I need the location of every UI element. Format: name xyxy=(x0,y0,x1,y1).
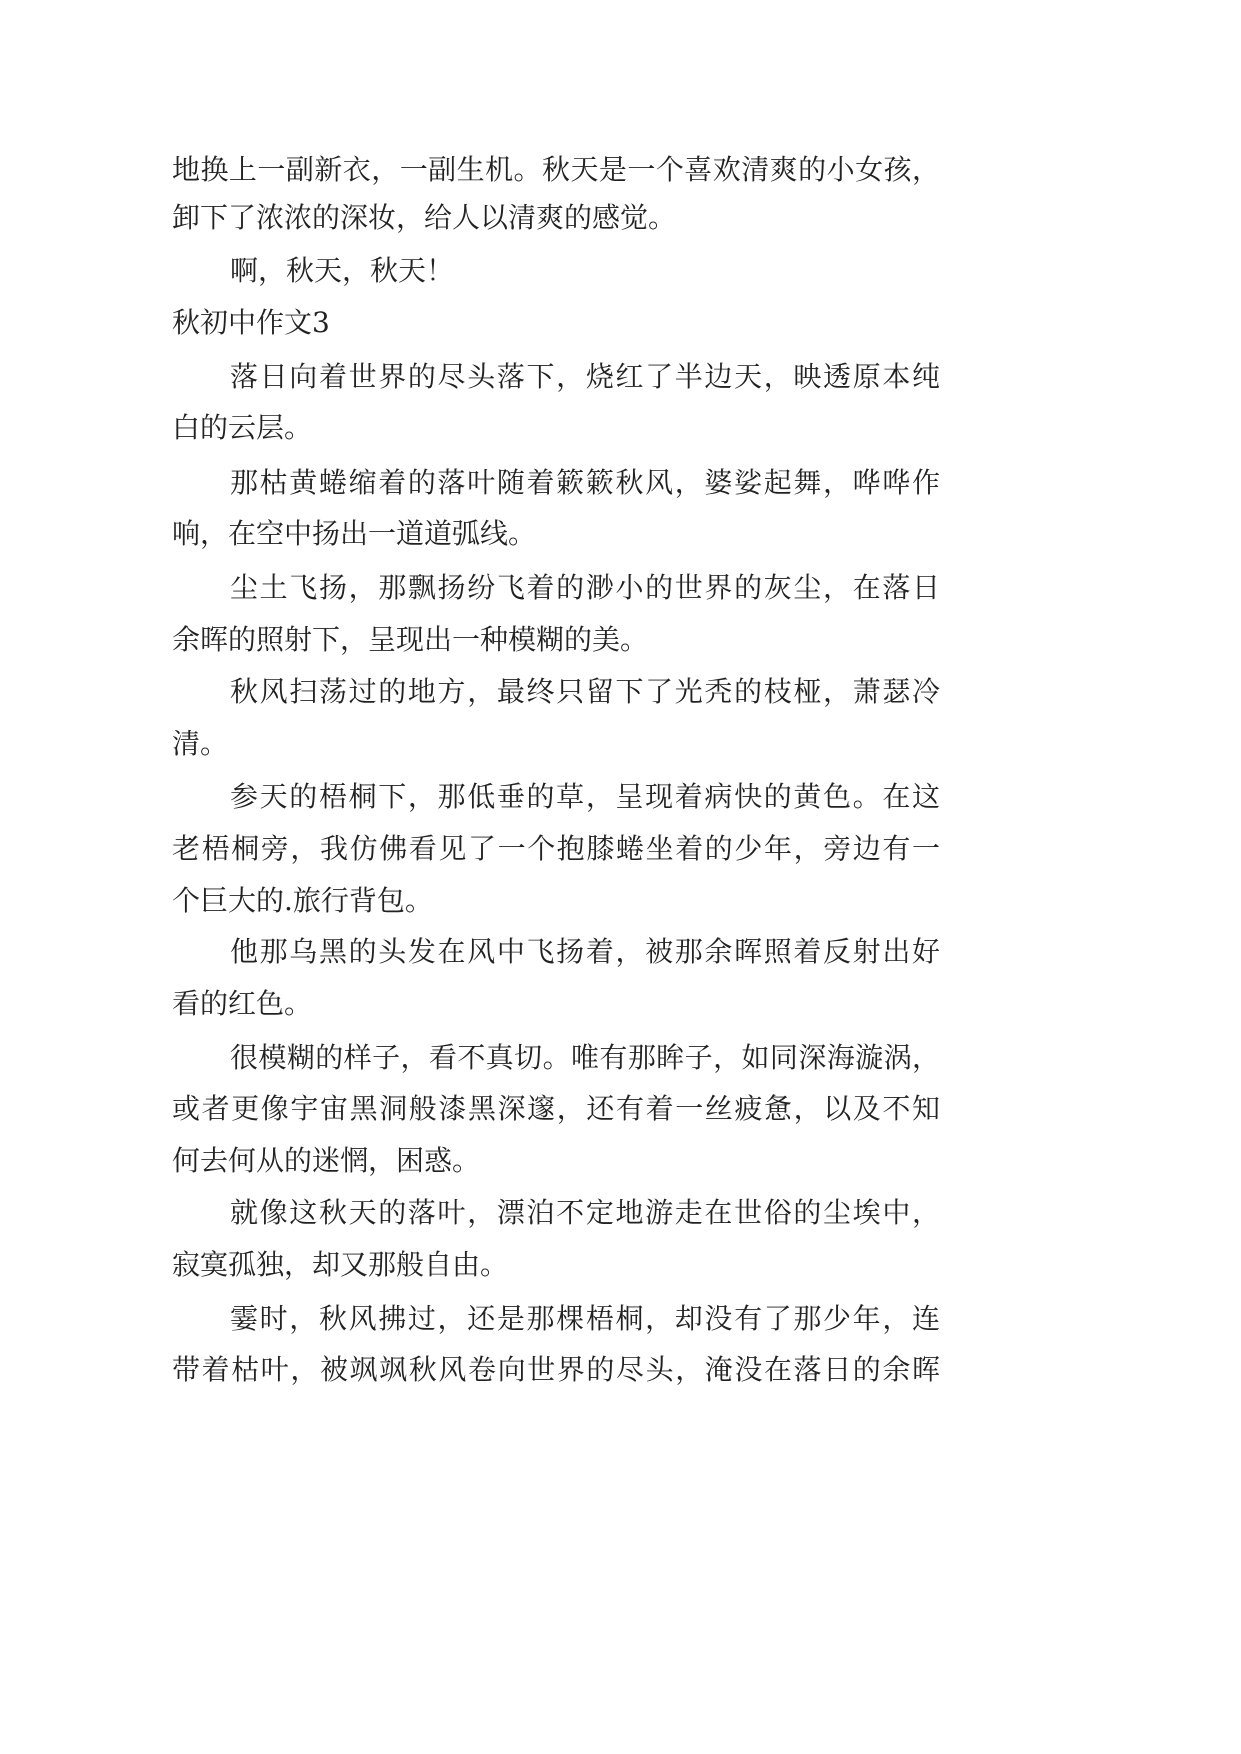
text-line: 清。 xyxy=(172,727,229,760)
section-heading: 秋初中作文3 xyxy=(172,306,330,339)
text-line: 寂寞孤独，却又那般自由。 xyxy=(172,1248,509,1281)
text-line: 带着枯叶，被飒飒秋风卷向世界的尽头，淹没在落日的余晖 xyxy=(172,1353,940,1386)
text-line: 很模糊的样子，看不真切。唯有那眸子，如同深海漩涡， xyxy=(230,1041,940,1074)
text-line: 参天的梧桐下，那低垂的草，呈现着病快的黄色。在这 xyxy=(230,780,940,813)
text-line: 地换上一副新衣，一副生机。秋天是一个喜欢清爽的小女孩， xyxy=(172,153,940,186)
text-line: 啊，秋天，秋天！ xyxy=(230,254,455,287)
text-line: 白的云层。 xyxy=(172,411,313,444)
text-line: 老梧桐旁，我仿佛看见了一个抱膝蜷坐着的少年，旁边有一 xyxy=(172,832,940,865)
text-line: 余晖的照射下，呈现出一种模糊的美。 xyxy=(172,623,649,656)
text-line: 或者更像宇宙黑洞般漆黑深邃，还有着一丝疲惫，以及不知 xyxy=(172,1092,940,1125)
text-line: 那枯黄蜷缩着的落叶随着簌簌秋风，婆娑起舞，哗哗作 xyxy=(230,466,940,499)
text-line: 看的红色。 xyxy=(172,987,313,1020)
text-line: 个巨大的.旅行背包。 xyxy=(172,884,433,917)
text-line: 霎时，秋风拂过，还是那棵梧桐，却没有了那少年，连 xyxy=(230,1302,940,1335)
text-line: 何去何从的迷惘，困惑。 xyxy=(172,1144,481,1177)
text-line: 他那乌黑的头发在风中飞扬着，被那余晖照着反射出好 xyxy=(230,935,940,968)
text-line: 落日向着世界的尽头落下，烧红了半边天，映透原本纯 xyxy=(230,360,940,393)
text-line: 尘土飞扬，那飘扬纷飞着的渺小的世界的灰尘，在落日 xyxy=(230,571,940,604)
text-line: 秋风扫荡过的地方，最终只留下了光秃的枝桠，萧瑟冷 xyxy=(230,675,940,708)
text-line: 卸下了浓浓的深妆，给人以清爽的感觉。 xyxy=(172,201,677,234)
text-line: 响，在空中扬出一道道弧线。 xyxy=(172,517,537,550)
text-line: 就像这秋天的落叶，漂泊不定地游走在世俗的尘埃中， xyxy=(230,1196,940,1229)
